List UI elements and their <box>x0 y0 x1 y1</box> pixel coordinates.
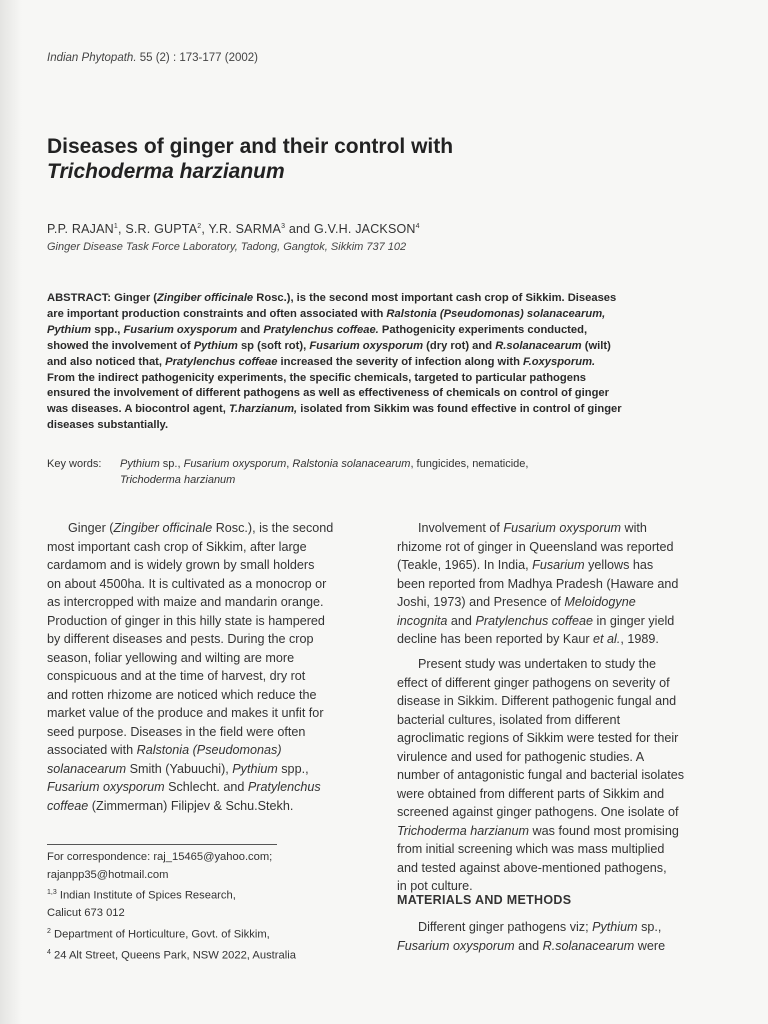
italic-text: Ralstonia (Pseudomonas) solanacearum, <box>386 307 606 320</box>
text-line <box>397 556 717 575</box>
italic-text: Fusarium oxysporum <box>183 458 287 470</box>
column-right-paragraph-1 <box>397 519 717 649</box>
italic-text: Fusarium oxysporum <box>47 780 165 794</box>
italic-text: Pythium <box>47 323 92 336</box>
footnote-text: rajanpp35@hotmail.com <box>47 868 169 881</box>
text-line <box>47 402 717 418</box>
text-run: cardamom and is widely grown by small holders <box>47 558 315 572</box>
title-line-2: Trichoderma harzianum <box>47 160 285 183</box>
text-run: conspicuous and at the time of harvest, dry rot <box>47 669 306 683</box>
footnote-line <box>47 923 296 944</box>
text-run: seed purpose. Diseases in the field were often <box>47 724 306 739</box>
text-line <box>47 667 367 686</box>
author-affiliation-mark: 2 <box>197 222 202 230</box>
text-run: from initial screening which was mass multiplied <box>397 842 665 856</box>
column-left-intro <box>47 519 367 815</box>
text-run: as intercropped with maize and mandarin orange. <box>47 595 324 609</box>
italic-text: incognita <box>397 613 448 628</box>
text-run: were obtained from different parts of Sikkim and <box>397 786 665 801</box>
footnote-line <box>47 867 296 885</box>
text-run: diseases substantially. <box>47 419 169 432</box>
text-run: showed the involvement of <box>47 339 194 352</box>
text-line <box>397 519 717 538</box>
text-run: sp (soft rot), <box>237 339 310 352</box>
text-line <box>397 655 717 674</box>
footnote-mark: 1,3 <box>47 889 57 896</box>
text-run: Production of ginger in this hilly state is hampered <box>47 613 325 628</box>
text-line <box>397 822 717 841</box>
text-line <box>47 593 367 612</box>
text-run: Rosc.), is the second most important cash crop of Sikkim. Diseases <box>253 292 617 304</box>
text-run: number of antagonistic fungal and bacterial isolates <box>397 768 685 782</box>
text-line <box>397 918 717 937</box>
italic-text: Pythium <box>232 761 278 776</box>
footnote-text: Indian Institute of Spices Research, <box>56 889 236 902</box>
journal-name: Indian Phytopath. <box>47 52 137 64</box>
text-line <box>47 797 367 816</box>
text-run: Joshi, 1973) and Presence of <box>397 595 565 609</box>
text-run: and <box>514 938 543 953</box>
text-run: From the indirect pathogenicity experiments, the specific chemicals, targeted to particular pathogens <box>47 371 586 384</box>
text-run: was diseases. A biocontrol agent, <box>47 403 229 416</box>
author-name: G.V.H. JACKSON <box>313 222 416 236</box>
text-line <box>47 704 367 723</box>
text-line <box>47 307 717 323</box>
text-line <box>397 630 717 649</box>
text-run: virulence and used for pathogenic studies. A <box>397 749 645 764</box>
italic-text: R.solanacearum <box>495 339 582 352</box>
text-run: Schlecht. and <box>164 780 248 794</box>
italic-text: Fusarium <box>532 558 585 572</box>
italic-text: R.solanacearum <box>542 938 635 953</box>
title-line-1: Diseases of ginger and their control with <box>47 135 454 158</box>
text-run: season, foliar yellowing and wilting are more <box>47 650 295 665</box>
text-line <box>397 840 717 859</box>
italic-text: Fusarium oxysporum <box>123 323 238 336</box>
text-run: and also noticed that, <box>47 355 166 368</box>
footnote-line <box>47 905 296 923</box>
section-heading: MATERIALS AND METHODS <box>397 893 572 907</box>
footnote-text: Department of Horticulture, Govt. of Sikkim, <box>50 928 270 941</box>
text-line <box>397 711 717 730</box>
text-run: sp., <box>159 458 184 470</box>
italic-text: Pythium <box>120 458 160 470</box>
footnote-text: For correspondence: raj_15465@yahoo.com; <box>47 851 273 863</box>
text-line <box>47 371 717 387</box>
text-line <box>47 686 367 705</box>
abstract-label: ABSTRACT: <box>47 292 115 304</box>
footnote-line <box>47 849 296 867</box>
footnote-text: 24 Alt Street, Queens Park, NSW 2022, Australia <box>50 949 296 962</box>
italic-text: Pratylenchus <box>247 780 321 794</box>
text-run: (dry rot) and <box>423 339 496 352</box>
italic-text: Pratylenchus coffeae <box>165 355 278 368</box>
text-line <box>47 339 717 355</box>
text-run: associated with <box>47 743 137 757</box>
text-run: , <box>286 458 293 470</box>
footnotes <box>47 849 296 965</box>
text-line <box>47 630 367 649</box>
paper-title <box>47 134 697 184</box>
italic-text: solanacearum <box>47 761 127 776</box>
page-edge-shadow <box>0 0 22 1024</box>
italic-text: T.harzianum, <box>228 403 298 416</box>
text-line <box>47 575 367 594</box>
text-run: was found most promising <box>529 823 679 838</box>
text-run: yellows has <box>584 558 654 572</box>
text-line <box>397 692 717 711</box>
italic-text: Fusarium oxysporum <box>397 938 515 953</box>
text-run: , 1989. <box>620 632 659 646</box>
text-run: rhizome rot of ginger in Queensland was reported <box>397 539 674 554</box>
author-name: S.R. GUPTA <box>125 222 198 236</box>
italic-text: et al. <box>593 632 621 646</box>
text-run: were <box>634 938 666 953</box>
text-line <box>397 937 717 956</box>
author-affiliation-mark: 1 <box>113 222 118 230</box>
text-line <box>47 612 367 631</box>
author-name: Y.R. SARMA <box>208 222 282 236</box>
text-line <box>397 575 717 594</box>
text-run: (Teakle, 1965). In India, <box>397 558 533 572</box>
text-line <box>47 556 367 575</box>
text-line <box>47 519 367 538</box>
journal-citation <box>47 52 258 64</box>
footnote-divider <box>47 844 277 845</box>
text-run: are important production constraints and often associated with <box>47 307 387 320</box>
text-run: most important cash crop of Sikkim, after large <box>47 539 307 554</box>
italic-text: Meloidogyne <box>564 595 636 609</box>
author-list <box>47 222 420 236</box>
italic-text: Pratylenchus coffeae. <box>263 323 379 336</box>
text-run: disease in Sikkim. Different pathogenic fungal and <box>397 694 677 708</box>
text-line <box>47 760 367 779</box>
text-line <box>47 418 717 434</box>
abstract <box>47 291 717 434</box>
journal-volume: 55 (2) : 173-177 (2002) <box>139 52 258 64</box>
text-run: (wilt) <box>581 339 611 352</box>
author-separator: , <box>201 222 209 236</box>
keywords-label: Key words: <box>47 458 102 470</box>
text-run: market value of the produce and makes it unfit for <box>47 706 324 720</box>
text-run: been reported from Madhya Pradesh (Haware and <box>397 576 679 591</box>
italic-text: Pythium <box>592 920 638 934</box>
text-line <box>397 538 717 557</box>
text-run: Pathogenicity experiments conducted, <box>378 323 588 336</box>
column-right-paragraph-3 <box>397 918 717 955</box>
text-line <box>397 729 717 748</box>
text-run: Different ginger pathogens viz; <box>397 920 593 934</box>
italic-text: Pratylenchus coffeae <box>475 613 594 628</box>
italic-text: Trichoderma harzianum <box>120 474 236 486</box>
footnote-mark: 4 <box>47 948 51 956</box>
text-run: Involvement of <box>397 521 504 535</box>
author-separator: and <box>285 222 314 236</box>
text-run: decline has been reported by Kaur <box>397 632 594 646</box>
affiliation: Ginger Disease Task Force Laboratory, Tadong, Gangtok, Sikkim 737 102 <box>47 241 407 253</box>
text-line <box>397 674 717 693</box>
text-line <box>47 323 717 339</box>
text-line <box>47 355 717 371</box>
author-affiliation-mark: 3 <box>281 222 286 230</box>
text-line <box>397 593 717 612</box>
text-line <box>397 612 717 631</box>
text-line <box>397 766 717 785</box>
text-run: isolated from Sikkim was found effective in control of ginger <box>297 403 622 416</box>
text-run: increased the severity of infection along with <box>277 355 524 368</box>
text-line <box>47 778 367 797</box>
text-run: and tested against above-mentioned pathogens, <box>397 860 667 875</box>
text-line <box>47 741 367 760</box>
text-line <box>397 748 717 767</box>
footnote-text: Calicut 673 012 <box>47 907 125 920</box>
text-run: Rosc.), is the second <box>212 521 334 535</box>
text-run: Ginger ( <box>47 521 114 535</box>
text-line <box>397 803 717 822</box>
italic-text: Fusarium oxysporum <box>503 521 621 535</box>
text-line <box>397 859 717 878</box>
text-run: ensured the involvement of different pathogens as well as effectiveness of chemicals on control of ginger <box>47 387 609 400</box>
italic-text: Trichoderma harzianum <box>397 823 530 838</box>
text-run: on about 4500ha. It is cultivated as a monocrop or <box>47 576 327 591</box>
text-run: spp., <box>277 761 309 776</box>
text-line <box>47 649 367 668</box>
author-affiliation-mark: 4 <box>415 222 420 230</box>
text-run: and rotten rhizome are noticed which reduce the <box>47 687 317 702</box>
column-right-paragraph-2 <box>397 655 717 896</box>
text-run: agroclimatic regions of Sikkim were tested for their <box>397 731 679 745</box>
text-line <box>47 386 717 402</box>
italic-text: coffeae <box>47 798 89 813</box>
italic-text: Zingiber officinale <box>113 521 213 535</box>
text-run: Present study was undertaken to study the <box>397 657 657 671</box>
footnote-line <box>47 884 296 905</box>
text-line <box>47 291 717 307</box>
keywords-line-2 <box>120 474 235 486</box>
author-separator: , <box>117 222 126 236</box>
text-run: with <box>620 521 647 535</box>
italic-text: Fusarium oxysporum <box>309 339 424 352</box>
text-run: in ginger yield <box>593 613 675 628</box>
italic-text: F.oxysporum. <box>523 355 596 368</box>
author-name: P.P. RAJAN <box>47 222 114 236</box>
italic-text: Zingiber officinale <box>157 292 254 304</box>
text-run: bacterial cultures, isolated from different <box>397 712 621 727</box>
text-line <box>47 538 367 557</box>
footnote-line <box>47 944 296 965</box>
text-run: , fungicides, nematicide, <box>410 458 529 470</box>
footnote-mark: 2 <box>47 927 51 935</box>
text-run: spp., <box>91 323 124 336</box>
text-run: Smith (Yabuuchi), <box>126 761 233 776</box>
text-run: effect of different ginger pathogens on severity of <box>397 675 670 690</box>
text-run: in pot culture. <box>397 879 473 893</box>
text-run: and <box>447 613 476 628</box>
italic-text: Pythium <box>193 339 238 352</box>
keywords-line-1 <box>120 458 528 470</box>
text-run: by different diseases and pests. During the crop <box>47 632 314 646</box>
text-run: screened against ginger pathogens. One isolate of <box>397 805 679 819</box>
text-run: sp., <box>637 920 662 934</box>
text-run: and <box>237 323 264 336</box>
text-run: (Zimmerman) Filipjev & Schu.Stekh. <box>88 798 294 813</box>
text-line <box>397 785 717 804</box>
italic-text: Ralstonia solanacearum <box>292 458 411 470</box>
text-line <box>47 723 367 742</box>
text-run: Ginger ( <box>114 292 158 304</box>
italic-text: Ralstonia (Pseudomonas) <box>136 743 282 757</box>
